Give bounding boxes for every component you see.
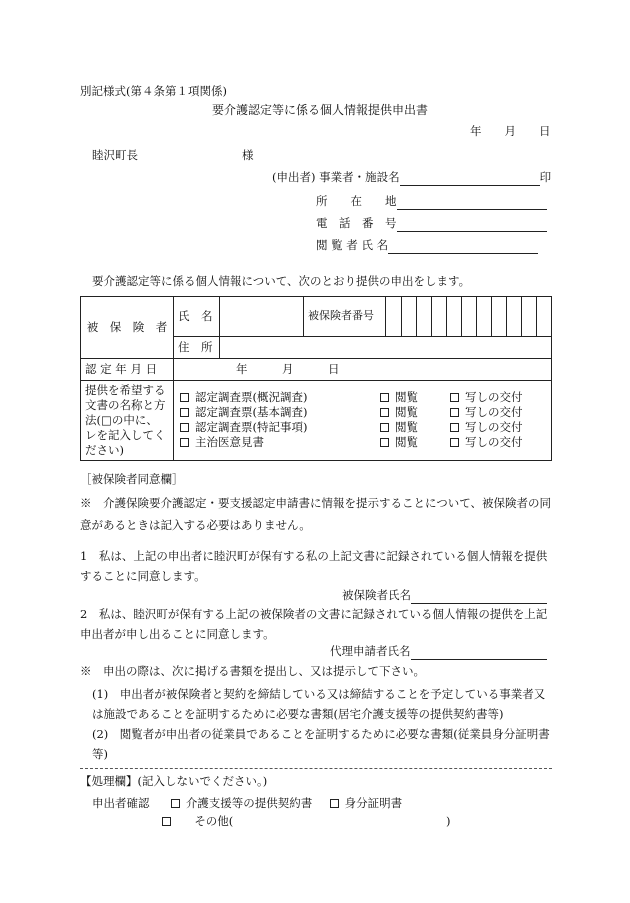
checkbox[interactable] bbox=[180, 393, 189, 402]
phone-label: 電 話 番 号 bbox=[316, 216, 397, 230]
address-row-label: 住 所 bbox=[174, 337, 220, 359]
processing-heading: 【処理欄】(記入しないでください。) bbox=[80, 774, 268, 788]
contract-doc-label: 介護支援等の提供契約書 bbox=[185, 796, 313, 810]
proxy-signature-field bbox=[330, 644, 547, 660]
name-input[interactable] bbox=[220, 297, 304, 337]
request-label: 提供を希望する文書の名称と方法(□の中に、レを記入してください) bbox=[81, 381, 174, 461]
proxy-signature-label: 代理申請者氏名 bbox=[330, 644, 411, 658]
viewer-label: 閲 覧 者 氏 名 bbox=[316, 238, 389, 252]
processing-confirm-row bbox=[92, 796, 402, 812]
insured-label: 被 保 険 者 bbox=[81, 297, 174, 359]
viewer-field bbox=[316, 238, 538, 254]
date-line: 年 月 日 bbox=[470, 124, 551, 138]
insured-number-digit[interactable] bbox=[522, 297, 537, 337]
address-row-input[interactable] bbox=[220, 337, 552, 359]
confirm-label: 申出者確認 bbox=[92, 796, 150, 810]
checkbox[interactable] bbox=[180, 408, 189, 417]
applicant-label: (申出者) 事業者・施設名 bbox=[272, 170, 400, 184]
other-close-paren: ) bbox=[446, 814, 451, 828]
applicant-input-line[interactable] bbox=[400, 172, 540, 186]
applicant-field bbox=[272, 170, 551, 186]
insured-number-digit[interactable] bbox=[447, 297, 462, 337]
divider bbox=[80, 768, 552, 769]
insured-number-digit[interactable] bbox=[462, 297, 477, 337]
checkbox[interactable] bbox=[450, 423, 459, 432]
insured-number-digit[interactable] bbox=[492, 297, 507, 337]
insured-number-label: 被保険者番号 bbox=[304, 297, 386, 337]
proxy-signature-line[interactable] bbox=[411, 646, 547, 660]
document-2: (2) 閲覧者が申出者の従業員であることを証明するために必要な書類(従業員身分証明書等) bbox=[92, 727, 550, 761]
insured-signature-label: 被保険者氏名 bbox=[342, 588, 411, 602]
cert-date-value[interactable]: 年 月 日 bbox=[174, 359, 552, 381]
insured-number-digit[interactable] bbox=[432, 297, 447, 337]
checkbox[interactable] bbox=[180, 423, 189, 432]
address-input-line[interactable] bbox=[397, 196, 547, 210]
insured-signature-line[interactable] bbox=[411, 590, 547, 604]
phone-field bbox=[316, 216, 547, 232]
other-label: その他( bbox=[194, 814, 234, 828]
processing-other-row bbox=[162, 814, 233, 830]
insured-number-digit[interactable] bbox=[386, 297, 402, 337]
checkbox[interactable] bbox=[450, 408, 459, 417]
request-table bbox=[80, 296, 552, 461]
checkbox[interactable] bbox=[330, 799, 339, 808]
phone-input-line[interactable] bbox=[397, 218, 547, 232]
consent-note: ※ 介護保険要介護認定・要支援認定申請書に情報を提示することについて、被保険者の同意があるときは記入する必要はありません。 bbox=[80, 496, 552, 532]
insured-signature-field bbox=[342, 588, 547, 604]
request-option-row: 認定調査票(基本調査) 閲覧 写しの交付 bbox=[180, 405, 547, 420]
insured-number-digit[interactable] bbox=[477, 297, 492, 337]
checkbox[interactable] bbox=[380, 393, 389, 402]
checkbox[interactable] bbox=[180, 438, 189, 447]
checkbox[interactable] bbox=[450, 393, 459, 402]
documents-note: ※ 申出の際は、次に掲げる書類を提出し、又は提示して下さい。 bbox=[80, 664, 425, 678]
request-options bbox=[174, 381, 552, 461]
request-option-row: 認定調査票(特記事項) 閲覧 写しの交付 bbox=[180, 420, 547, 435]
checkbox[interactable] bbox=[380, 438, 389, 447]
form-title: 要介護認定等に係る個人情報提供申出書 bbox=[212, 103, 429, 117]
form-reference: 別記様式(第４条第１項関係) bbox=[80, 84, 227, 98]
addressee: 睦沢町長 bbox=[92, 148, 138, 162]
viewer-input-line[interactable] bbox=[388, 240, 538, 254]
consent-heading: ［被保険者同意欄］ bbox=[80, 472, 184, 486]
checkbox[interactable] bbox=[380, 408, 389, 417]
document-1: (1) 申出者が被保険者と契約を締結している又は締結することを予定している事業者又は施設であることを証明するために必要な書類(居宅介護支援等の提供契約書等) bbox=[92, 687, 546, 721]
insured-number-digit[interactable] bbox=[507, 297, 522, 337]
consent-item-1: 1 私は、上記の申出者に睦沢町が保有する私の上記文書に記録されている個人情報を提供することに同意します。 bbox=[80, 549, 548, 583]
checkbox[interactable] bbox=[162, 817, 171, 826]
checkbox[interactable] bbox=[450, 438, 459, 447]
name-label: 氏 名 bbox=[174, 297, 220, 337]
request-option-row: 認定調査票(概況調査) 閲覧 写しの交付 bbox=[180, 390, 547, 405]
address-field bbox=[316, 194, 547, 210]
cert-date-label: 認 定 年 月 日 bbox=[81, 359, 174, 381]
checkbox[interactable] bbox=[380, 423, 389, 432]
checkbox[interactable] bbox=[171, 799, 180, 808]
insured-number-digit[interactable] bbox=[537, 297, 552, 337]
seal-mark: 印 bbox=[539, 170, 552, 184]
insured-number-digit[interactable] bbox=[402, 297, 417, 337]
insured-number-digit[interactable] bbox=[417, 297, 432, 337]
request-option-row: 主治医意見書 閲覧 写しの交付 bbox=[180, 435, 547, 450]
consent-item-2: 2 私は、睦沢町が保有する上記の被保険者の文書に記録されている個人情報の提供を上記申出者が申し出ることに同意します。 bbox=[80, 607, 548, 641]
intro-text: 要介護認定等に係る個人情報について、次のとおり提供の申出をします。 bbox=[92, 274, 471, 288]
id-card-label: 身分証明書 bbox=[344, 796, 403, 810]
addressee-honorific: 様 bbox=[242, 148, 254, 162]
address-label: 所 在 地 bbox=[316, 194, 397, 208]
